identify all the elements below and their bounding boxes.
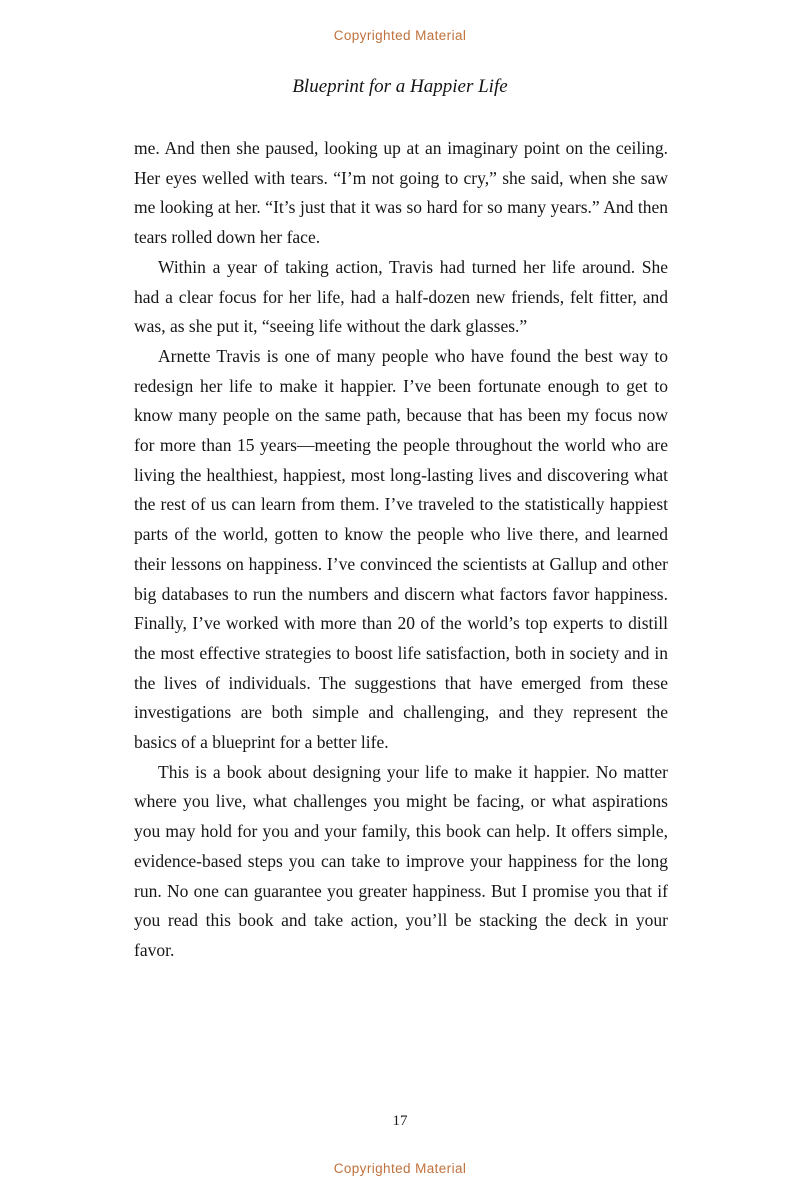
- paragraph: This is a book about designing your life to make it happier. No matter where you live, what challenges you might be facing, or what aspirations you may hold for you and your family, this book can help. It offers simple, evidence-based steps you can take to improve your happiness for the long run. No one can guarantee you greater happiness. But I promise you that if you read this book and take action, you’ll be stacking the deck in your favor.: [134, 761, 668, 960]
- paragraph: me. And then she paused, looking up at an imaginary point on the ceiling. Her eyes welled with tears. “I’m not going to cry,” she said, when she saw me looking at her. “It’s just that it was so hard for so many years.” And then tears rolled down her face.: [134, 138, 668, 248]
- body-text: [134, 134, 668, 966]
- copyright-notice-bottom: Copyrighted Material: [333, 1161, 467, 1176]
- running-header: Blueprint for a Happier Life: [292, 76, 508, 97]
- paragraph: Within a year of taking action, Travis had turned her life around. She had a clear focus for her life, had a half-dozen new friends, felt fitter, and was, as she put it, “seeing life without the dark glasses.”: [134, 256, 668, 337]
- copyright-notice-top: Copyrighted Material: [333, 28, 467, 43]
- paragraph: Arnette Travis is one of many people who have found the best way to redesign her life to make it happier. I’ve been fortunate enough to get to know many people on the same path, because that has been my focus now for more than 15 years—meeting the people throughout the world who are living the healthiest, happiest, most long-lasting lives and discovering what the rest of us can learn from them. I’ve traveled to the statistically happiest parts of the world, gotten to know the people who live there, and learned their lessons on happiness. I’ve convinced the scientists at Gallup and other big databases to run the numbers and discern what factors favor happiness. Finally, I’ve worked with more than 20 of the world’s top experts to distill the most effective strategies to boost life satisfaction, both in society and in the lives of individuals. The suggestions that have emerged from these investigations are both simple and challenging, and they represent the basics of a blueprint for a better life.: [134, 345, 668, 753]
- page-number: 17: [392, 1113, 408, 1129]
